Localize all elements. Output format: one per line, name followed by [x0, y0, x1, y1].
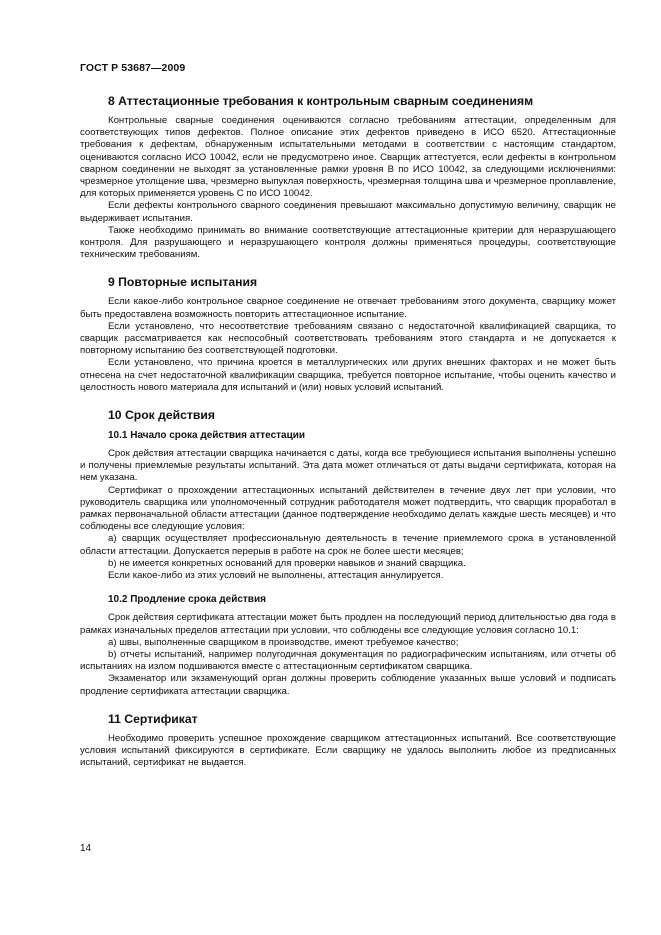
paragraph: Экзаменатор или экзаменующий орган должны проверить соблюдение указанных выше условий и подписать продление сертификата аттестации сварщика. — [80, 673, 616, 697]
paragraph: Если установлено, что причина кроется в металлургических или других внешних факторах и не может быть отнесена на счет недостаточной квалификации сварщика, требуется повторное испытание, чтобы оценить качество и целостность нового материала для испытаний и (или) новых условий испытаний. — [80, 357, 616, 393]
paragraph: Сертификат о прохождении аттестационных испытаний действителен в течение двух лет при условии, что руководитель сварщика или уполномоченный сотрудник работодателя может подтвердить, что сварщик проработал в рамках первоначальной области аттестации (данное подтверждение необходимо делать каждые шесть месяцев) и что соблюдены все следующие условия: — [80, 484, 616, 533]
list-item: a) швы, выполненные сварщиком в производстве, имеют требуемое качество; — [108, 636, 459, 648]
paragraph: Также необходимо принимать во внимание соответствующие аттестационные критерии для неразрушающего контроля. Для разрушающего и неразрушающего контроля должны применяться процедуры, соответствующие техническим требованиям. — [80, 224, 616, 261]
subsection-heading: 10.2 Продление срока действия — [108, 594, 266, 606]
subsection-heading: 10.1 Начало срока действия аттестации — [108, 430, 306, 442]
paragraph: Если дефекты контрольного сварного соединения превышают максимально допустимую величину, сварщик не выдерживает испытания. — [80, 200, 616, 224]
list-item: b) отчеты испытаний, например полугодичная документация по радиографическим испытаниям, или отчеты об испытаниях на излом подшиваются вместе с аттестационным сертификатом сварщика. — [80, 648, 616, 673]
document-body — [80, 94, 616, 769]
paragraph: Срок действия аттестации сварщика начинается с даты, когда все требующиеся испытания выполнены успешно и получены приемлемые результаты испытаний. Эта дата может отличаться от даты выдачи сертификата, которая на нем указана. — [80, 448, 616, 484]
paragraph: Срок действия сертификата аттестации может быть продлен на последующий период длительностью два года в рамках изначальных пределов аттестации при условии, что соблюдены все следующие условия согласно 10.1: — [80, 612, 616, 636]
section-8 — [80, 94, 616, 261]
page-number: 14 — [80, 843, 92, 854]
section-10 — [80, 408, 616, 698]
section-heading: 9 Повторные испытания — [108, 275, 258, 290]
section-heading: 8 Аттестационные требования к контрольным сварным соединениям — [108, 94, 534, 108]
section-9 — [80, 275, 616, 394]
section-heading: 11 Сертификат — [108, 711, 198, 726]
paragraph: Контрольные сварные соединения оцениваются согласно требованиям аттестации, определенным для соответствующих типов дефектов. Полное описание этих дефектов приведено в ИСО 6520. Аттестационные требования к дефектам, обнаруженным испытательными методами в соответствии с настоящим стандартом, оцениваются согласно ИСО 10042, если не предусмотрено иное. Сварщик аттестуется, если дефекты в контрольном сварном соединении не выходят за установленные рамки уровня В по ИСО 10042, за следующими исключениями: чрезмерное утолщение шва, чрезмерно выпуклая поверхность, чрезмерная толщина шва и чрезмерное проплавление, для которых применяется уровень С по ИСО 10042. — [80, 115, 616, 200]
document-header: ГОСТ Р 53687—2009 — [80, 62, 186, 74]
paragraph: Необходимо проверить успешное прохождение сварщиком аттестационных испытаний. Все соответствующие условия испытаний фиксируются в сертификате. Если сварщику не удалось выполнить любое из предписанных испытаний, сертификат не выдается. — [80, 732, 616, 769]
list-item: b) не имеется конкретных оснований для проверки навыков и знаний сварщика. — [108, 557, 466, 569]
list-item: a) сварщик осуществляет профессиональную деятельность в течение приемлемого срока в установленной области аттестации. Допускается перерыв в работе на срок не более шести месяцев; — [80, 533, 616, 557]
paragraph: Если установлено, что несоответствие требованиям связано с недостаточной квалификацией сварщика, то сварщик рассматривается как неспособный соответствовать требованиям этого стандарта и не допускается к повторному испытанию без соответствующей подготовки. — [80, 320, 616, 357]
section-heading: 10 Срок действия — [108, 408, 215, 423]
paragraph: Если какое-либо из этих условий не выполнены, аттестация аннулируется. — [108, 570, 444, 582]
section-11 — [80, 712, 616, 770]
paragraph: Если какое-либо контрольное сварное соединение не отвечает требованиям этого документа, сварщику может быть предоставлена возможность повторить аттестационное испытание. — [80, 296, 616, 320]
